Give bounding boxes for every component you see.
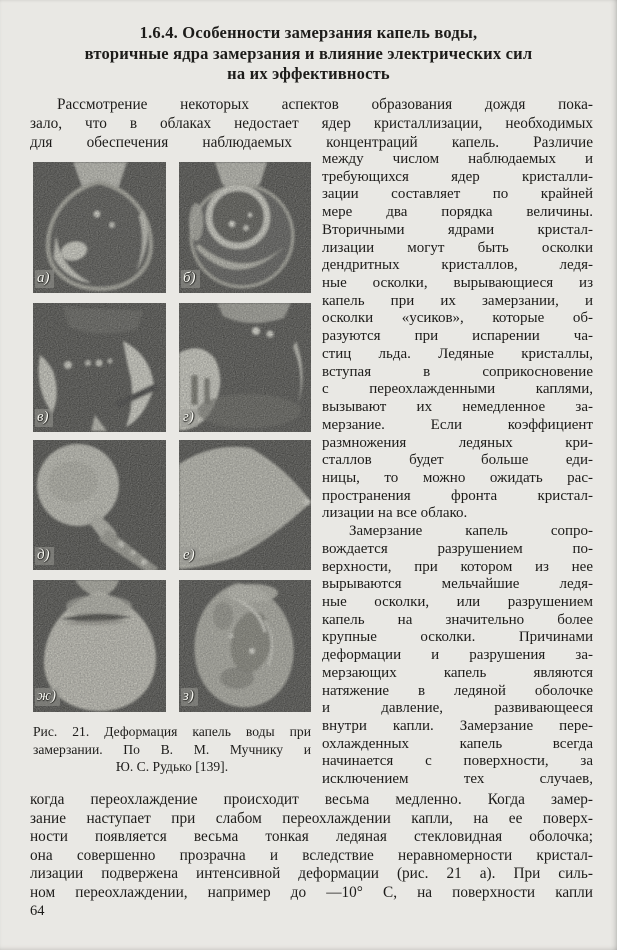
section-heading: 1.6.4. Особенности замерзания капель воды, вторичные ядра замерзания и влияние электрических сил на их эффективность [84, 23, 533, 83]
panel-label-d: д) [35, 547, 54, 565]
panel-label-zh: ж) [35, 688, 60, 706]
panel-label-g: г) [181, 409, 198, 427]
figure-photo-grid [33, 162, 311, 712]
panel-label-v: в) [35, 409, 53, 427]
figure-caption: Рис. 21. Деформация капель воды при замерзании. По В. М. Мучнику и Ю. С. Рудько [139]. [33, 724, 311, 775]
panel-label-e: е) [181, 547, 199, 565]
bottom-paragraph: когда переохлаждение происходит весьма медленно. Когда замер- зание наступает при слабом переохлаждении капли, на ее поверх- ности появляется весьма тонкая ледяная стекловидная оболочка; она совершенно прозрачна и вследствие неравномерности кристал- лизации подвержена интенсивной деформации (рис. 21 а). При силь- ном переохлаждении, например до —10° С, на поверхности капли [30, 791, 593, 901]
panel-label-a: а) [35, 270, 54, 288]
panel-label-b: б) [181, 270, 200, 288]
photo-panel-e [179, 440, 311, 570]
page-number: 64 [30, 903, 45, 919]
right-column-text: между числом наблюдаемых и требующихся ядер кристалли- зации составляет по крайней мере два порядка величины. Вторичными ядрами кристал- лизации могут быть осколки дендритных кристаллов, ледя- ные осколки, вырывающиеся из капель при их замерзании, и осколки «усиков», которые об- разуются при испарении ча- стиц льда. Ледяные кристаллы, вступая в соприкосновение с переохлажденными каплями, вызывают их немедленное за- мерзание. Если коэффициент размножения ледяных кри- сталлов будет больше еди- ницы, то можно ожидать рас- пространения фронта кристал- лизации на все облако. Замерзание капель сопро- вождается разрушением по- верхности, при котором из нее вырываются мельчайшие ледя- ные осколки, или разрушением капель на значительно более крупные осколки. Причинами деформации и разрушения за- мерзающих капель являются натяжение в ледяной оболочке и давление, развивающееся внутри капли. Замерзание пере- охлажденных капель всегда начинается с поверхности, за исключением тех случаев, [322, 151, 593, 788]
photo-panel-z [179, 580, 311, 712]
photo-panel-v [33, 303, 166, 432]
figure-21 [33, 162, 311, 776]
frozen-drop-photos [33, 162, 311, 712]
photo-panel-g [179, 303, 311, 432]
intro-paragraph: Рассмотрение некоторых аспектов образования дождя пока- зало, что в облаках недостает ядер кристаллизации, необходимых для обеспечения наблюдаемых концентраций капель. Различие [30, 96, 593, 151]
panel-label-z: з) [181, 688, 198, 706]
